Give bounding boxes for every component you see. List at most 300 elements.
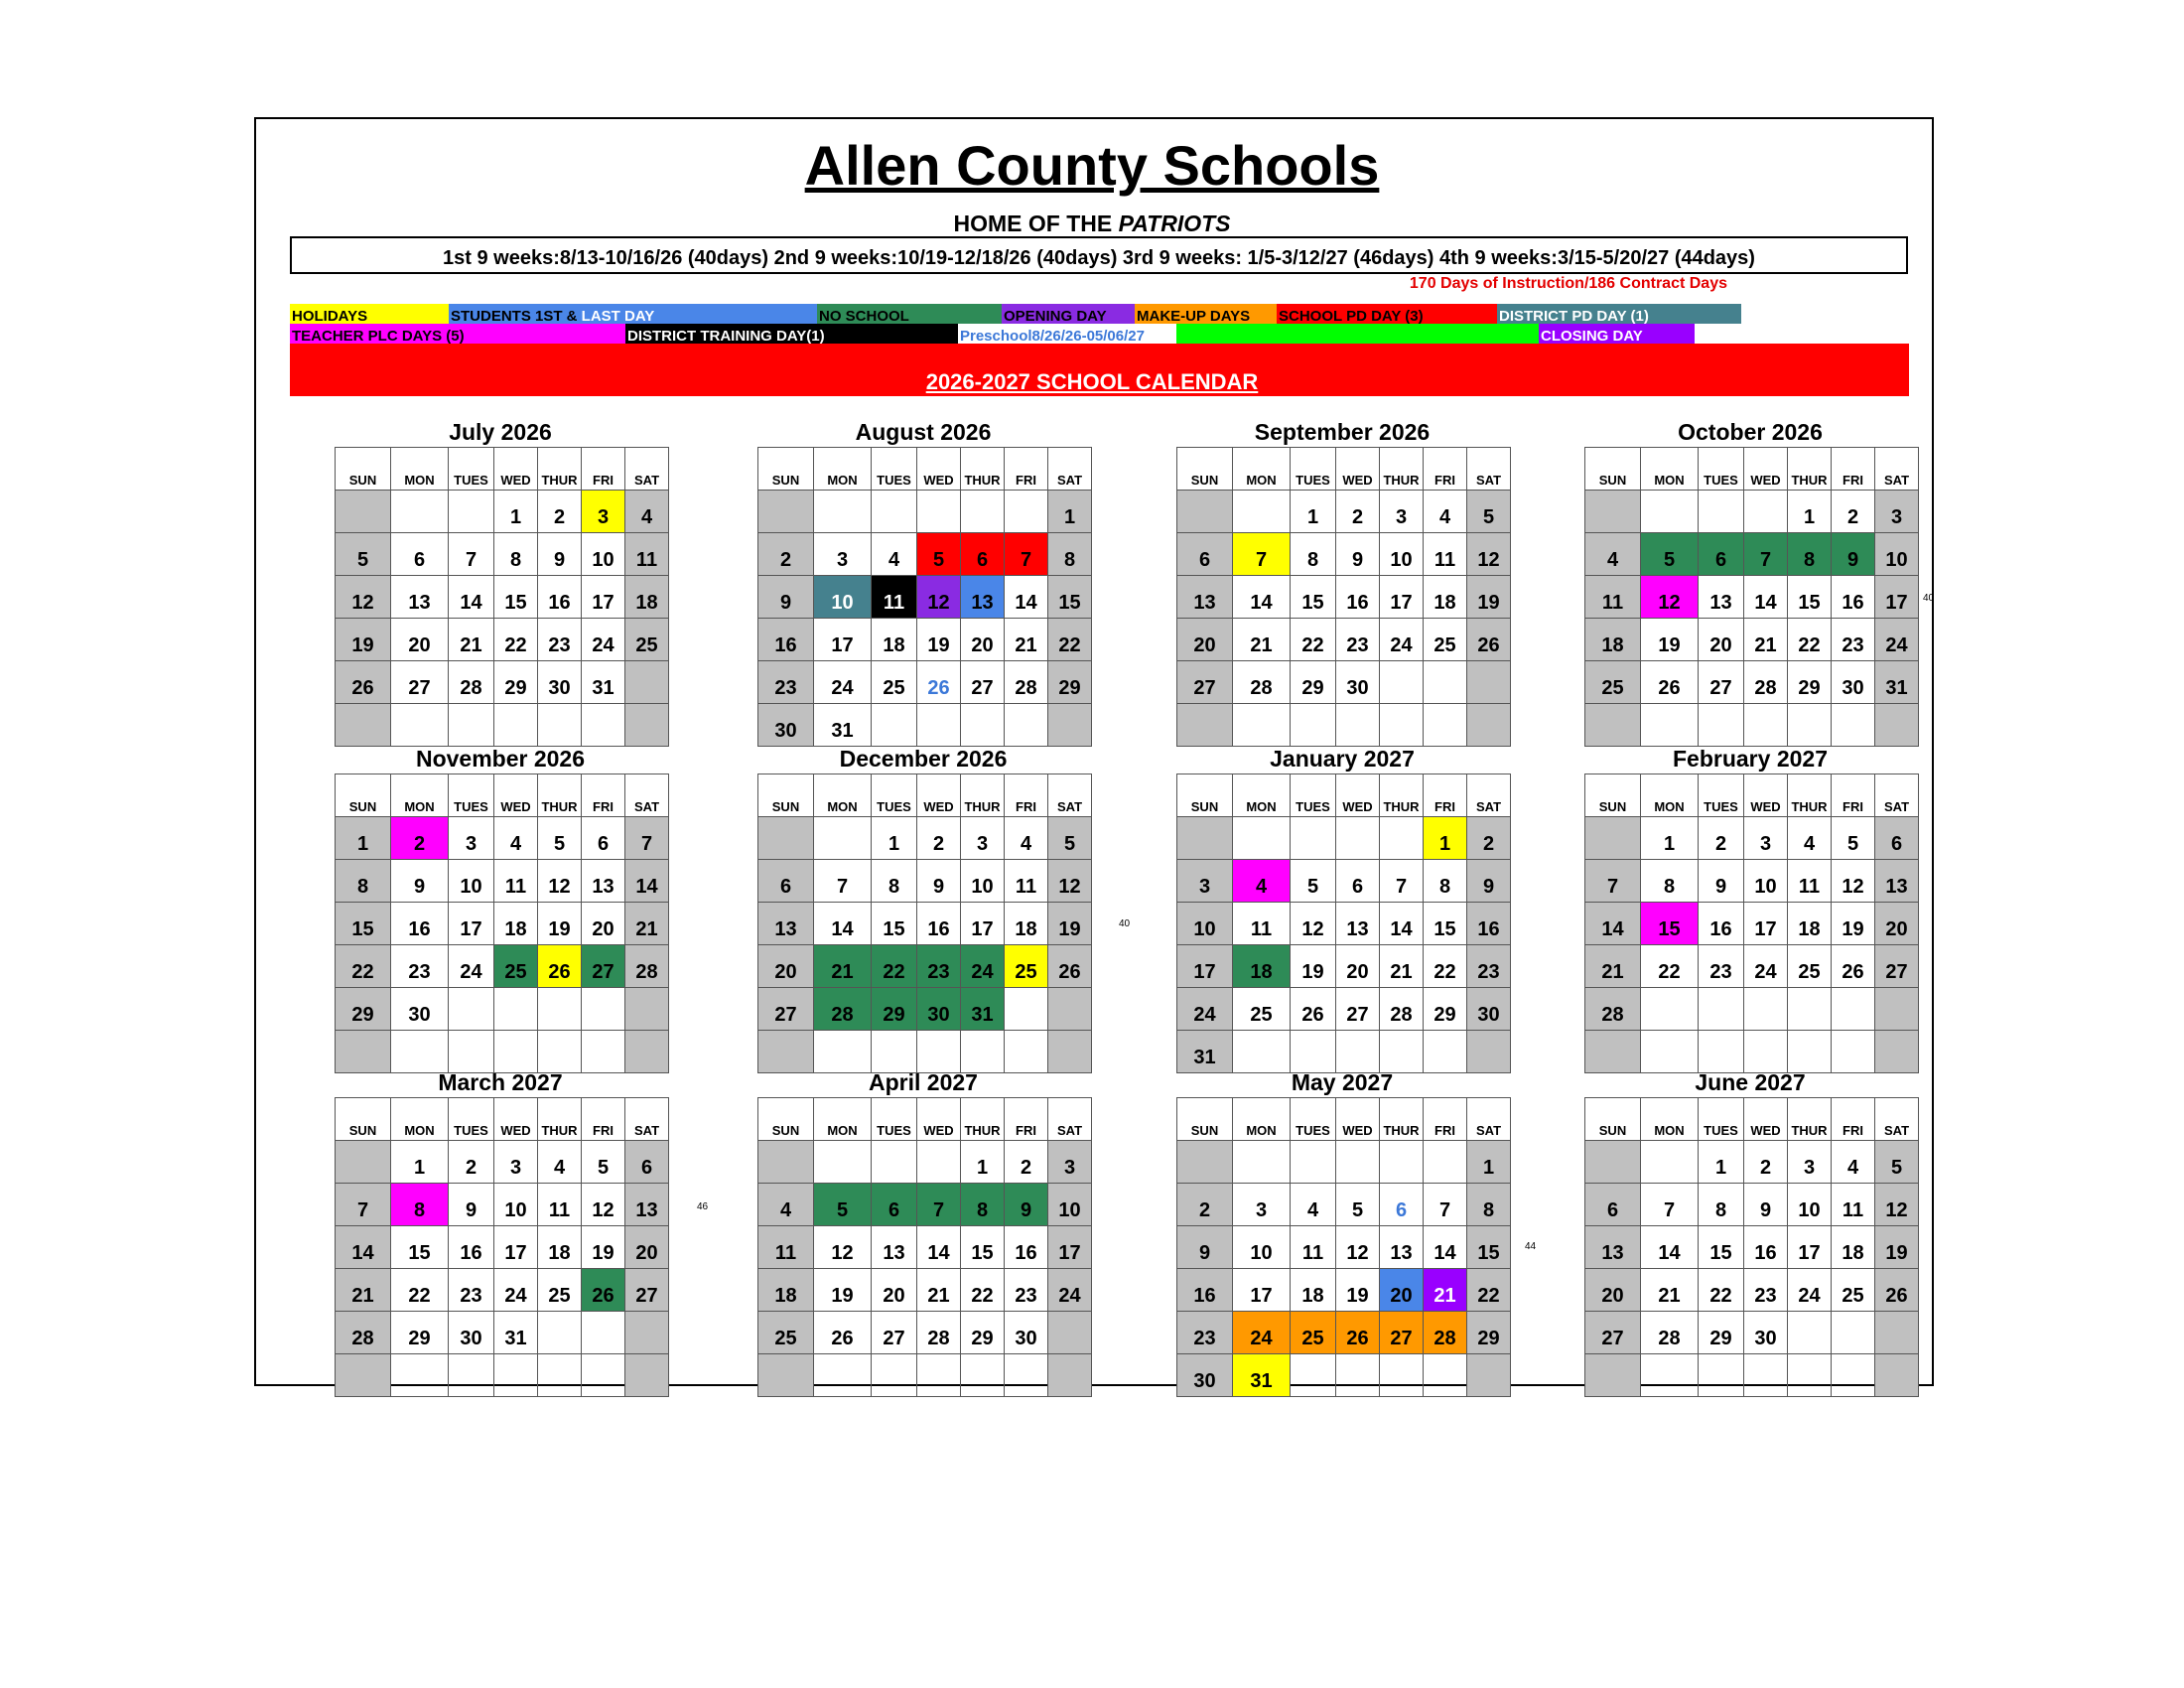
day-cell: 21 (1380, 945, 1424, 988)
week-row (758, 1312, 1092, 1354)
day-cell: 2 (538, 491, 582, 533)
weekday-header: MON (1641, 774, 1699, 817)
weekday-header: WED (917, 1098, 961, 1141)
day-cell: 7 (1641, 1184, 1699, 1226)
day-cell: 23 (1177, 1312, 1233, 1354)
weekday-header: FRI (1832, 448, 1875, 491)
day-cell: 21 (625, 903, 669, 945)
day-cell: 6 (1336, 860, 1380, 903)
calendar-banner-title: 2026-2027 SCHOOL CALENDAR (925, 369, 1259, 394)
day-cell: 13 (872, 1226, 917, 1269)
empty-cell (1744, 491, 1788, 533)
instruction-days-note: 170 Days of Instruction/186 Contract Days (1409, 275, 1727, 292)
empty-cell (582, 1354, 625, 1397)
day-cell: 4 (758, 1184, 814, 1226)
empty-cell (391, 704, 449, 747)
weekday-header: THUR (1788, 774, 1832, 817)
week-row (758, 661, 1092, 704)
month-grid (1584, 447, 1919, 747)
weekday-header: TUES (449, 1098, 494, 1141)
day-cell: 19 (538, 903, 582, 945)
weekday-header: WED (1336, 448, 1380, 491)
week-row (758, 704, 1092, 747)
day-cell: 27 (582, 945, 625, 988)
day-cell: 30 (917, 988, 961, 1031)
day-cell: 2 (1336, 491, 1380, 533)
empty-cell (1380, 1141, 1424, 1184)
empty-cell (538, 988, 582, 1031)
day-cell: 8 (1048, 533, 1092, 576)
day-cell: 16 (1467, 903, 1511, 945)
day-cell: 14 (814, 903, 872, 945)
day-cell: 1 (1788, 491, 1832, 533)
empty-cell (1699, 1354, 1744, 1397)
day-cell: 26 (1641, 661, 1699, 704)
day-cell: 8 (872, 860, 917, 903)
day-cell: 27 (1875, 945, 1919, 988)
week-row (1177, 661, 1511, 704)
week-row (1177, 704, 1511, 747)
day-cell: 7 (625, 817, 669, 860)
day-cell: 19 (1641, 619, 1699, 661)
legend-closing-day: CLOSING DAY (1539, 324, 1695, 344)
day-cell: 20 (1585, 1269, 1641, 1312)
weekday-header: FRI (582, 1098, 625, 1141)
week-row (1585, 1141, 1919, 1184)
day-cell: 19 (917, 619, 961, 661)
day-cell: 31 (1875, 661, 1919, 704)
subtitle-emphasis: PATRIOTS (1118, 211, 1231, 236)
empty-cell (1048, 1031, 1092, 1073)
empty-cell (449, 491, 494, 533)
day-cell: 31 (961, 988, 1005, 1031)
day-cell: 10 (1744, 860, 1788, 903)
weekday-header: WED (1744, 1098, 1788, 1141)
day-cell: 11 (494, 860, 538, 903)
day-cell: 20 (1177, 619, 1233, 661)
day-cell: 18 (1424, 576, 1467, 619)
day-cell: 6 (758, 860, 814, 903)
weekday-header: WED (494, 774, 538, 817)
day-cell: 29 (1699, 1312, 1744, 1354)
day-cell: 7 (449, 533, 494, 576)
day-cell: 18 (758, 1269, 814, 1312)
weekday-header: SAT (1048, 774, 1092, 817)
day-cell: 19 (814, 1269, 872, 1312)
day-cell: 8 (1699, 1184, 1744, 1226)
day-cell: 28 (449, 661, 494, 704)
day-cell: 7 (1233, 533, 1291, 576)
month-december-2026 (757, 746, 1089, 1073)
week-row (1585, 1031, 1919, 1073)
day-cell: 16 (538, 576, 582, 619)
grading-periods-box: 1st 9 weeks:8/13-10/16/26 (40days) 2nd 9 weeks:10/19-12/18/26 (40days) 3rd 9 weeks: 1/5-3/12/27 (46days) 4th 9 weeks:3/15-5/20/27 (44days) (290, 236, 1908, 274)
day-cell: 17 (1744, 903, 1788, 945)
day-cell: 9 (1336, 533, 1380, 576)
empty-cell (1291, 1141, 1336, 1184)
week-row (758, 1226, 1092, 1269)
empty-cell (1336, 817, 1380, 860)
day-cell: 28 (1641, 1312, 1699, 1354)
weekday-header: MON (1233, 774, 1291, 817)
week-row (1585, 619, 1919, 661)
day-cell: 30 (1336, 661, 1380, 704)
weekday-header: TUES (1699, 448, 1744, 491)
day-cell: 21 (1585, 945, 1641, 988)
day-cell: 6 (1875, 817, 1919, 860)
page-title: Allen County Schools (804, 134, 1380, 197)
month-grid (1176, 447, 1511, 747)
day-cell: 21 (1233, 619, 1291, 661)
day-cell: 17 (1788, 1226, 1832, 1269)
week-row (758, 817, 1092, 860)
weekday-header: TUES (1291, 448, 1336, 491)
empty-cell (872, 1031, 917, 1073)
empty-cell (814, 1031, 872, 1073)
empty-cell (1048, 988, 1092, 1031)
weekday-header: MON (1233, 448, 1291, 491)
day-cell: 10 (1380, 533, 1424, 576)
day-cell: 21 (449, 619, 494, 661)
empty-cell (917, 1141, 961, 1184)
weekday-header: SUN (758, 1098, 814, 1141)
empty-cell (1005, 988, 1048, 1031)
day-cell: 10 (1875, 533, 1919, 576)
empty-cell (494, 704, 538, 747)
week-row (1585, 988, 1919, 1031)
empty-cell (1291, 1354, 1336, 1397)
day-cell: 11 (625, 533, 669, 576)
day-cell: 23 (538, 619, 582, 661)
week-row (1177, 491, 1511, 533)
day-cell: 20 (582, 903, 625, 945)
empty-cell (1875, 1312, 1919, 1354)
empty-cell (1788, 704, 1832, 747)
month-grid (335, 447, 669, 747)
empty-cell (1699, 704, 1744, 747)
week-row (1585, 576, 1919, 619)
day-cell: 28 (1233, 661, 1291, 704)
day-cell: 10 (1177, 903, 1233, 945)
day-cell: 4 (538, 1141, 582, 1184)
day-cell: 19 (1336, 1269, 1380, 1312)
empty-cell (1291, 1031, 1336, 1073)
empty-cell (1585, 1031, 1641, 1073)
empty-cell (1233, 491, 1291, 533)
month-may-2027 (1176, 1069, 1508, 1397)
empty-cell (1875, 1354, 1919, 1397)
day-cell: 7 (917, 1184, 961, 1226)
week-row (1177, 1226, 1511, 1269)
empty-cell (1641, 1031, 1699, 1073)
week-row (1177, 1141, 1511, 1184)
week-row (1177, 860, 1511, 903)
day-cell: 22 (336, 945, 391, 988)
weekday-header: SUN (1177, 448, 1233, 491)
day-cell: 24 (1177, 988, 1233, 1031)
empty-cell (1832, 704, 1875, 747)
day-cell: 14 (336, 1226, 391, 1269)
day-cell: 4 (872, 533, 917, 576)
weekday-header: MON (814, 774, 872, 817)
day-cell: 4 (1832, 1141, 1875, 1184)
week-row (1585, 491, 1919, 533)
empty-cell (1177, 817, 1233, 860)
empty-cell (336, 704, 391, 747)
month-title: May 2027 (1291, 1069, 1394, 1095)
day-cell: 2 (1744, 1141, 1788, 1184)
quarter-note-4: 44 (1525, 1241, 1537, 1252)
month-august-2026 (757, 419, 1089, 747)
empty-cell (1641, 1354, 1699, 1397)
day-cell: 7 (1744, 533, 1788, 576)
day-cell: 2 (1177, 1184, 1233, 1226)
day-cell: 23 (758, 661, 814, 704)
empty-cell (1875, 988, 1919, 1031)
month-title: January 2027 (1270, 746, 1415, 772)
day-cell: 28 (1424, 1312, 1467, 1354)
weekday-header: SUN (1585, 1098, 1641, 1141)
day-cell: 28 (1585, 988, 1641, 1031)
weekday-header: THUR (538, 1098, 582, 1141)
week-row (336, 860, 669, 903)
empty-cell (1585, 704, 1641, 747)
day-cell: 30 (1005, 1312, 1048, 1354)
day-cell: 7 (1380, 860, 1424, 903)
week-row (336, 1031, 669, 1073)
empty-cell (1380, 704, 1424, 747)
month-title: April 2027 (869, 1069, 978, 1095)
empty-cell (961, 1354, 1005, 1397)
day-cell: 9 (917, 860, 961, 903)
day-cell: 10 (494, 1184, 538, 1226)
weekday-header: FRI (1424, 448, 1467, 491)
day-cell: 15 (872, 903, 917, 945)
day-cell: 20 (1699, 619, 1744, 661)
weekday-header: SUN (1177, 1098, 1233, 1141)
weekday-header: SAT (625, 1098, 669, 1141)
empty-cell (1467, 1354, 1511, 1397)
day-cell: 27 (872, 1312, 917, 1354)
month-title: September 2026 (1254, 419, 1431, 445)
day-cell: 14 (1744, 576, 1788, 619)
week-row (336, 988, 669, 1031)
day-cell: 15 (1699, 1226, 1744, 1269)
empty-cell (1641, 988, 1699, 1031)
day-cell: 31 (814, 704, 872, 747)
weekday-header: SAT (1467, 448, 1511, 491)
day-cell: 25 (494, 945, 538, 988)
day-cell: 20 (391, 619, 449, 661)
empty-cell (814, 491, 872, 533)
month-march-2027 (335, 1069, 666, 1397)
day-cell: 25 (1585, 661, 1641, 704)
day-cell: 29 (1291, 661, 1336, 704)
day-cell: 21 (917, 1269, 961, 1312)
day-cell: 4 (1424, 491, 1467, 533)
day-cell: 28 (625, 945, 669, 988)
weekday-header: MON (391, 1098, 449, 1141)
empty-cell (961, 491, 1005, 533)
day-cell: 24 (1788, 1269, 1832, 1312)
day-cell: 8 (1641, 860, 1699, 903)
day-cell: 16 (1177, 1269, 1233, 1312)
weekday-header: SAT (1048, 1098, 1092, 1141)
day-cell: 9 (1177, 1226, 1233, 1269)
weekday-header: SUN (758, 448, 814, 491)
week-row (758, 1184, 1092, 1226)
day-cell: 3 (1177, 860, 1233, 903)
day-cell: 10 (1233, 1226, 1291, 1269)
day-cell: 6 (391, 533, 449, 576)
day-cell: 9 (1005, 1184, 1048, 1226)
weekday-header: FRI (1424, 774, 1467, 817)
week-row (758, 576, 1092, 619)
empty-cell (1832, 988, 1875, 1031)
weekday-header: MON (391, 448, 449, 491)
weekday-header: WED (917, 774, 961, 817)
month-title: February 2027 (1673, 746, 1828, 772)
month-title: August 2026 (855, 419, 992, 445)
day-cell: 6 (582, 817, 625, 860)
day-cell: 25 (758, 1312, 814, 1354)
empty-cell (1641, 491, 1699, 533)
day-cell: 2 (1005, 1141, 1048, 1184)
empty-cell (1744, 988, 1788, 1031)
day-cell: 14 (1585, 903, 1641, 945)
week-row (1177, 1269, 1511, 1312)
day-cell: 30 (758, 704, 814, 747)
day-cell: 25 (1005, 945, 1048, 988)
day-cell: 22 (1048, 619, 1092, 661)
week-row (1177, 619, 1511, 661)
day-cell: 14 (1233, 576, 1291, 619)
week-row (1585, 1226, 1919, 1269)
day-cell: 19 (1291, 945, 1336, 988)
week-row (758, 491, 1092, 533)
day-cell: 28 (1744, 661, 1788, 704)
day-cell: 24 (1048, 1269, 1092, 1312)
day-cell: 30 (1177, 1354, 1233, 1397)
empty-cell (961, 1031, 1005, 1073)
week-row (336, 576, 669, 619)
month-january-2027 (1176, 746, 1508, 1073)
weekday-header: MON (814, 1098, 872, 1141)
empty-cell (1585, 817, 1641, 860)
day-cell: 3 (494, 1141, 538, 1184)
week-row (336, 533, 669, 576)
empty-cell (625, 1354, 669, 1397)
day-cell: 5 (1875, 1141, 1919, 1184)
empty-cell (1291, 817, 1336, 860)
week-row (1585, 817, 1919, 860)
week-row (758, 988, 1092, 1031)
day-cell: 16 (449, 1226, 494, 1269)
day-cell: 20 (872, 1269, 917, 1312)
day-cell: 7 (336, 1184, 391, 1226)
empty-cell (758, 1031, 814, 1073)
legend-school-pd-day: SCHOOL PD DAY (3) (1277, 304, 1497, 324)
day-cell: 2 (758, 533, 814, 576)
day-cell: 30 (538, 661, 582, 704)
day-cell: 17 (1875, 576, 1919, 619)
weekday-header: THUR (961, 448, 1005, 491)
legend-preschool: Preschool8/26/26-05/06/27 (958, 324, 1176, 344)
day-cell: 1 (1291, 491, 1336, 533)
day-cell: 12 (1832, 860, 1875, 903)
day-cell: 11 (1005, 860, 1048, 903)
day-cell: 29 (1424, 988, 1467, 1031)
day-cell: 25 (872, 661, 917, 704)
day-cell: 25 (1424, 619, 1467, 661)
day-cell: 14 (1380, 903, 1424, 945)
week-row (1585, 1312, 1919, 1354)
empty-cell (582, 704, 625, 747)
day-cell: 13 (582, 860, 625, 903)
day-cell: 23 (1744, 1269, 1788, 1312)
day-cell: 5 (917, 533, 961, 576)
day-cell: 6 (1177, 533, 1233, 576)
day-cell: 9 (538, 533, 582, 576)
weekday-header: SUN (1585, 448, 1641, 491)
day-cell: 25 (1233, 988, 1291, 1031)
weekday-header: THUR (538, 448, 582, 491)
day-cell: 5 (1467, 491, 1511, 533)
empty-cell (1177, 1141, 1233, 1184)
day-cell: 14 (1424, 1226, 1467, 1269)
empty-cell (449, 1031, 494, 1073)
day-cell: 1 (961, 1141, 1005, 1184)
day-cell: 21 (1005, 619, 1048, 661)
weekday-header: THUR (1788, 1098, 1832, 1141)
day-cell: 24 (1875, 619, 1919, 661)
day-cell: 23 (1005, 1269, 1048, 1312)
empty-cell (1699, 1031, 1744, 1073)
empty-cell (1788, 1354, 1832, 1397)
day-cell: 1 (1424, 817, 1467, 860)
month-title: July 2026 (449, 419, 552, 445)
day-cell: 25 (625, 619, 669, 661)
day-cell: 8 (1788, 533, 1832, 576)
day-cell: 17 (1380, 576, 1424, 619)
day-cell: 15 (391, 1226, 449, 1269)
empty-cell (917, 704, 961, 747)
day-cell: 20 (1336, 945, 1380, 988)
day-cell: 16 (1699, 903, 1744, 945)
empty-cell (1380, 1354, 1424, 1397)
week-row (1177, 1184, 1511, 1226)
day-cell: 19 (1467, 576, 1511, 619)
day-cell: 5 (1641, 533, 1699, 576)
day-cell: 18 (625, 576, 669, 619)
empty-cell (1744, 1031, 1788, 1073)
day-cell: 4 (1788, 817, 1832, 860)
day-cell: 26 (1291, 988, 1336, 1031)
legend-opening-day: OPENING DAY (1002, 304, 1135, 324)
day-cell: 7 (814, 860, 872, 903)
empty-cell (1699, 491, 1744, 533)
day-cell: 14 (625, 860, 669, 903)
month-april-2027 (757, 1069, 1089, 1397)
day-cell: 17 (961, 903, 1005, 945)
day-cell: 21 (336, 1269, 391, 1312)
weekday-header: WED (494, 1098, 538, 1141)
empty-cell (1380, 661, 1424, 704)
week-row (1585, 533, 1919, 576)
day-cell: 6 (1585, 1184, 1641, 1226)
weekday-header: THUR (1788, 448, 1832, 491)
weekday-header: SUN (336, 774, 391, 817)
